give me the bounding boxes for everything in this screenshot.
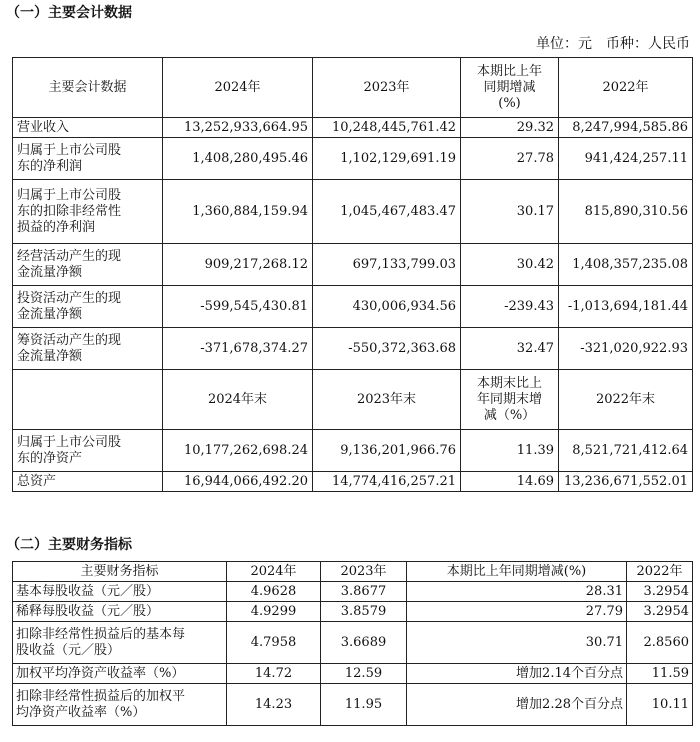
- value-cell: 13,236,671,552.01: [559, 472, 693, 492]
- financial-indicators-table: [12, 561, 693, 726]
- table-row: [13, 582, 693, 602]
- t1-header2-cell: 本期末比上 年同期末增 减（%）: [461, 370, 559, 430]
- row-label: 加权平均净资产收益率（%）: [13, 664, 227, 684]
- t2-header-cell: 2022年: [627, 562, 693, 582]
- row-label: 稀释每股收益（元／股）: [13, 602, 227, 622]
- value-cell: 1,360,884,159.94: [163, 180, 313, 244]
- value-cell: 29.32: [461, 118, 559, 138]
- value-cell: 4.9299: [227, 602, 321, 622]
- table-row: [13, 118, 693, 138]
- value-cell: 941,424,257.11: [559, 138, 693, 180]
- value-cell: -599,545,430.81: [163, 286, 313, 328]
- value-cell: 增加2.28个百分点: [407, 684, 627, 726]
- value-cell: -371,678,374.27: [163, 328, 313, 370]
- value-cell: 3.6689: [321, 622, 407, 664]
- value-cell: 8,521,721,412.64: [559, 430, 693, 472]
- value-cell: 11.95: [321, 684, 407, 726]
- value-cell: -239.43: [461, 286, 559, 328]
- value-cell: 30.42: [461, 244, 559, 286]
- value-cell: 11.39: [461, 430, 559, 472]
- value-cell: 11.59: [627, 664, 693, 684]
- unit-label: 单位：元 币种：人民币: [536, 36, 690, 52]
- value-cell: 10,248,445,761.42: [313, 118, 461, 138]
- table-row: [13, 684, 693, 726]
- table-row: [13, 138, 693, 180]
- value-cell: 14,774,416,257.21: [313, 472, 461, 492]
- table-row: [13, 244, 693, 286]
- value-cell: 30.17: [461, 180, 559, 244]
- t1-header2-cell: 2022年末: [559, 370, 693, 430]
- value-cell: 16,944,066,492.20: [163, 472, 313, 492]
- value-cell: 2.8560: [627, 622, 693, 664]
- table-row: [13, 180, 693, 244]
- value-cell: 4.7958: [227, 622, 321, 664]
- section2-title: （二）主要财务指标: [6, 537, 132, 553]
- table-row: [13, 286, 693, 328]
- value-cell: 30.71: [407, 622, 627, 664]
- table-row: [13, 430, 693, 472]
- row-label: 扣除非经常性损益后的加权平 均净资产收益率（%）: [13, 684, 227, 726]
- value-cell: 1,408,357,235.08: [559, 244, 693, 286]
- value-cell: 1,045,467,483.47: [313, 180, 461, 244]
- table-row: [13, 622, 693, 664]
- value-cell: -1,013,694,181.44: [559, 286, 693, 328]
- value-cell: 430,006,934.56: [313, 286, 461, 328]
- value-cell: 1,408,280,495.46: [163, 138, 313, 180]
- value-cell: 697,133,799.03: [313, 244, 461, 286]
- value-cell: -550,372,363.68: [313, 328, 461, 370]
- row-label: 投资活动产生的现 金流量净额: [13, 286, 163, 328]
- value-cell: 1,102,129,691.19: [313, 138, 461, 180]
- value-cell: 3.8579: [321, 602, 407, 622]
- value-cell: 4.9628: [227, 582, 321, 602]
- row-label: 归属于上市公司股 东的净资产: [13, 430, 163, 472]
- row-label: 营业收入: [13, 118, 163, 138]
- value-cell: 815,890,310.56: [559, 180, 693, 244]
- t2-header-cell: 主要财务指标: [13, 562, 227, 582]
- value-cell: 14.69: [461, 472, 559, 492]
- t2-header-cell: 本期比上年同期增减(%): [407, 562, 627, 582]
- row-label: 总资产: [13, 472, 163, 492]
- value-cell: 3.2954: [627, 582, 693, 602]
- row-label: 归属于上市公司股 东的扣除非经常性 损益的净利润: [13, 180, 163, 244]
- row-label: 归属于上市公司股 东的净利润: [13, 138, 163, 180]
- t1-header2-cell: 2024年末: [163, 370, 313, 430]
- table-row: [13, 664, 693, 684]
- value-cell: 32.47: [461, 328, 559, 370]
- value-cell: 27.78: [461, 138, 559, 180]
- value-cell: 909,217,268.12: [163, 244, 313, 286]
- t2-header-cell: 2024年: [227, 562, 321, 582]
- row-label: 经营活动产生的现 金流量净额: [13, 244, 163, 286]
- value-cell: 3.8677: [321, 582, 407, 602]
- accounting-data-table: [12, 57, 693, 492]
- value-cell: 10,177,262,698.24: [163, 430, 313, 472]
- section1-title: （一）主要会计数据: [6, 5, 132, 21]
- value-cell: 13,252,933,664.95: [163, 118, 313, 138]
- t2-header-cell: 2023年: [321, 562, 407, 582]
- row-label: 筹资活动产生的现 金流量净额: [13, 328, 163, 370]
- value-cell: 28.31: [407, 582, 627, 602]
- table-row: [13, 472, 693, 492]
- t1-header2-cell: [13, 370, 163, 430]
- t1-header-cell: 主要会计数据: [13, 58, 163, 118]
- value-cell: 8,247,994,585.86: [559, 118, 693, 138]
- t1-header2-cell: 2023年末: [313, 370, 461, 430]
- value-cell: 增加2.14个百分点: [407, 664, 627, 684]
- t1-header-cell: 2024年: [163, 58, 313, 118]
- value-cell: 12.59: [321, 664, 407, 684]
- table-row: [13, 328, 693, 370]
- row-label: 扣除非经常性损益后的基本每 股收益（元／股）: [13, 622, 227, 664]
- t1-header-cell: 本期比上年 同期增减 (%): [461, 58, 559, 118]
- value-cell: 27.79: [407, 602, 627, 622]
- value-cell: 3.2954: [627, 602, 693, 622]
- t1-header-cell: 2023年: [313, 58, 461, 118]
- value-cell: 10.11: [627, 684, 693, 726]
- value-cell: -321,020,922.93: [559, 328, 693, 370]
- row-label: 基本每股收益（元／股）: [13, 582, 227, 602]
- t1-header-cell: 2022年: [559, 58, 693, 118]
- value-cell: 9,136,201,966.76: [313, 430, 461, 472]
- table-row: [13, 602, 693, 622]
- value-cell: 14.72: [227, 664, 321, 684]
- value-cell: 14.23: [227, 684, 321, 726]
